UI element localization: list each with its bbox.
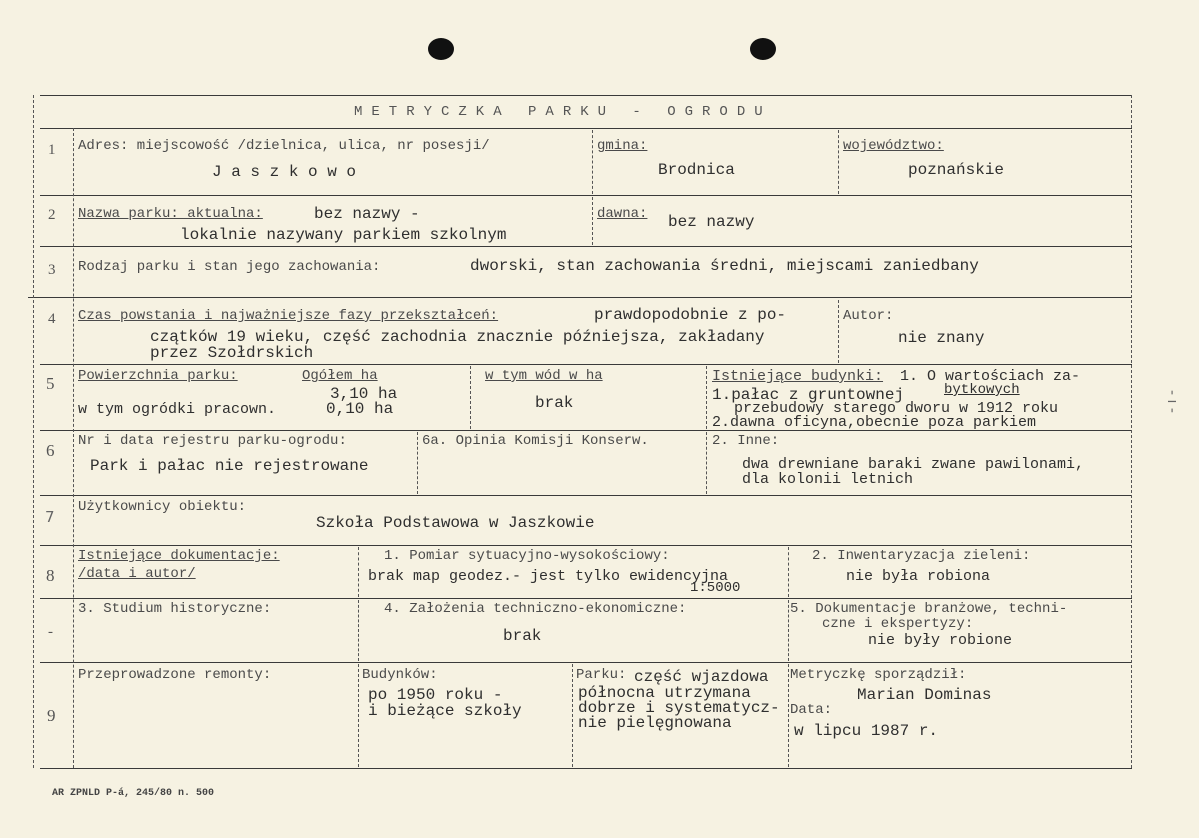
left-border bbox=[33, 95, 34, 768]
punch-hole-right bbox=[750, 38, 776, 60]
gardens-label: w tym ogródki pracown. bbox=[78, 401, 277, 418]
park-type-value: dworski, stan zachowania średni, miejscami zaniedbany bbox=[470, 257, 979, 275]
row-number-1: 1 bbox=[48, 142, 56, 158]
inventory-label: 2. Inwentaryzacja zieleni: bbox=[812, 548, 1031, 564]
margin-marks: - ı - bbox=[1164, 390, 1180, 413]
origin-label: Czas powstania i najważniejsze fazy przekształceń: bbox=[78, 308, 499, 324]
gardens-value: 0,10 ha bbox=[326, 400, 394, 418]
repairs-label: Przeprowadzone remonty: bbox=[78, 667, 272, 683]
voivodeship-label: województwo: bbox=[843, 138, 944, 154]
total-area-value: 3,10 ha bbox=[330, 385, 398, 403]
buildings-repair-value-1: po 1950 roku - bbox=[368, 686, 503, 704]
park-name-value-2: lokalnie nazywany parkiem szkolnym bbox=[180, 226, 507, 244]
divider bbox=[358, 547, 359, 597]
date-value: w lipcu 1987 r. bbox=[794, 722, 939, 740]
row-number-7: 7 bbox=[45, 508, 55, 526]
other-value-2: dla kolonii letnich bbox=[742, 471, 914, 488]
row-number-2: 2 bbox=[48, 207, 56, 223]
divider bbox=[592, 197, 593, 245]
row-number-6: 6 bbox=[46, 441, 55, 460]
prepared-by-value: Marian Dominas bbox=[857, 686, 992, 704]
date-label: Data: bbox=[790, 702, 833, 718]
row-number-9: 9 bbox=[47, 706, 56, 725]
buildings-line-1: 1. O wartościach za- bbox=[900, 368, 1081, 385]
author-label: Autor: bbox=[843, 308, 894, 324]
park-repair-value-3: dobrze i systematycz- bbox=[578, 699, 780, 717]
branch-label-1: 5. Dokumentacje branżowe, techni- bbox=[790, 601, 1068, 617]
author-value: nie znany bbox=[898, 329, 985, 347]
other-value-1: dwa drewniane baraki zwane pawilonami, bbox=[742, 456, 1085, 473]
water-label: w tym wód w ha bbox=[485, 368, 603, 384]
park-repair-value-4: nie pielęgnowana bbox=[578, 714, 732, 732]
right-border bbox=[1131, 95, 1132, 768]
rule bbox=[40, 195, 1132, 196]
park-name-label: Nazwa parku: aktualna: bbox=[78, 206, 263, 222]
park-type-label: Rodzaj parku i stan jego zachowania: bbox=[78, 259, 381, 275]
register-label: Nr i data rejestru parku-ogrodu: bbox=[78, 433, 347, 449]
divider bbox=[470, 366, 471, 429]
origin-value-2: czątków 19 wieku, część zachodnia znacznie późniejsza, zakładany bbox=[150, 328, 765, 346]
park-repair-label: Parku: bbox=[576, 667, 627, 683]
rule bbox=[40, 128, 1132, 129]
address-label: Adres: miejscowość /dzielnica, ulica, nr posesji/ bbox=[78, 138, 490, 154]
row-number-8: 8 bbox=[46, 566, 55, 585]
divider bbox=[592, 130, 593, 194]
inventory-value: nie była robiona bbox=[846, 568, 991, 585]
divider bbox=[358, 600, 359, 661]
number-column-divider bbox=[73, 128, 74, 768]
origin-value-1: prawdopodobnie z po- bbox=[594, 306, 787, 324]
docs-label-2: /data i autor/ bbox=[78, 566, 196, 582]
opinion-label: 6a. Opinia Komisji Konserw. bbox=[422, 433, 649, 449]
rule bbox=[40, 598, 1132, 599]
gmina-value: Brodnica bbox=[658, 161, 735, 179]
origin-value-3: przez Szołdrskich bbox=[150, 344, 314, 362]
form-title: METRYCZKA PARKU - OGRODU bbox=[354, 104, 772, 120]
divider bbox=[706, 432, 707, 494]
park-name-value-1: bez nazwy - bbox=[314, 205, 420, 223]
address-value: J a s z k o w o bbox=[212, 163, 357, 181]
buildings-repair-value-2: i bieżące szkoły bbox=[368, 702, 522, 720]
buildings-line-2: bytkowych bbox=[944, 382, 1020, 398]
docs-label-1: Istniejące dokumentacje: bbox=[78, 548, 280, 564]
survey-value: brak map geodez.- jest tylko ewidencyjna bbox=[368, 568, 729, 585]
buildings-line-5: 2.dawna oficyna,obecnie poza parkiem bbox=[712, 414, 1037, 431]
former-name-value: bez nazwy bbox=[668, 213, 755, 231]
voivodeship-value: poznańskie bbox=[908, 161, 1005, 179]
buildings-line-4: przebudowy starego dworu w 1912 roku bbox=[734, 400, 1059, 417]
other-label: 2. Inne: bbox=[712, 433, 780, 449]
row-number-4: 4 bbox=[48, 311, 56, 327]
rule bbox=[28, 297, 1132, 298]
buildings-line-3: 1.pałac z gruntownej bbox=[712, 386, 905, 404]
users-label: Użytkownicy obiektu: bbox=[78, 499, 247, 515]
row-number-3: 3 bbox=[48, 262, 56, 278]
area-label: Powierzchnia parku: bbox=[78, 368, 238, 384]
rule bbox=[40, 364, 1132, 365]
divider bbox=[417, 432, 418, 494]
divider bbox=[572, 664, 573, 767]
divider bbox=[788, 664, 789, 767]
branch-value: nie były robione bbox=[868, 632, 1013, 649]
divider bbox=[788, 547, 789, 597]
survey-label: 1. Pomiar sytuacyjno-wysokościowy: bbox=[384, 548, 670, 564]
rule bbox=[40, 495, 1132, 496]
history-label: 3. Studium historyczne: bbox=[78, 601, 272, 617]
rule bbox=[40, 95, 1132, 96]
punch-hole-left bbox=[428, 38, 454, 60]
tech-value: brak bbox=[503, 627, 542, 645]
form-footer-code: AR ZPNLD P-á, 245/80 n. 500 bbox=[52, 788, 215, 799]
rule bbox=[40, 545, 1132, 546]
row-number-8b: - bbox=[48, 624, 53, 640]
rule bbox=[40, 768, 1132, 769]
water-value: brak bbox=[535, 394, 574, 412]
park-repair-value-2: północna utrzymana bbox=[578, 684, 751, 702]
branch-label-2: czne i ekspertyzy: bbox=[822, 616, 974, 632]
buildings-repair-label: Budynków: bbox=[362, 667, 438, 683]
gmina-label: gmina: bbox=[597, 138, 648, 154]
divider bbox=[358, 664, 359, 767]
prepared-by-label: Metryczkę sporządził: bbox=[790, 667, 967, 683]
divider bbox=[788, 600, 789, 661]
park-repair-value-1: część wjazdowa bbox=[634, 668, 769, 686]
divider bbox=[838, 130, 839, 194]
survey-scale: 1:5000 bbox=[690, 580, 741, 596]
rule bbox=[40, 246, 1132, 247]
register-value: Park i pałac nie rejestrowane bbox=[90, 457, 369, 475]
divider bbox=[838, 300, 839, 363]
divider bbox=[706, 366, 707, 429]
former-name-label: dawna: bbox=[597, 206, 648, 222]
buildings-label: Istniejące budynki: bbox=[712, 368, 884, 385]
total-area-label: Ogółem ha bbox=[302, 368, 378, 384]
rule bbox=[40, 662, 1132, 663]
users-value: Szkoła Podstawowa w Jaszkowie bbox=[316, 514, 595, 532]
tech-label: 4. Założenia techniczno-ekonomiczne: bbox=[384, 601, 687, 617]
row-number-5: 5 bbox=[46, 374, 55, 393]
